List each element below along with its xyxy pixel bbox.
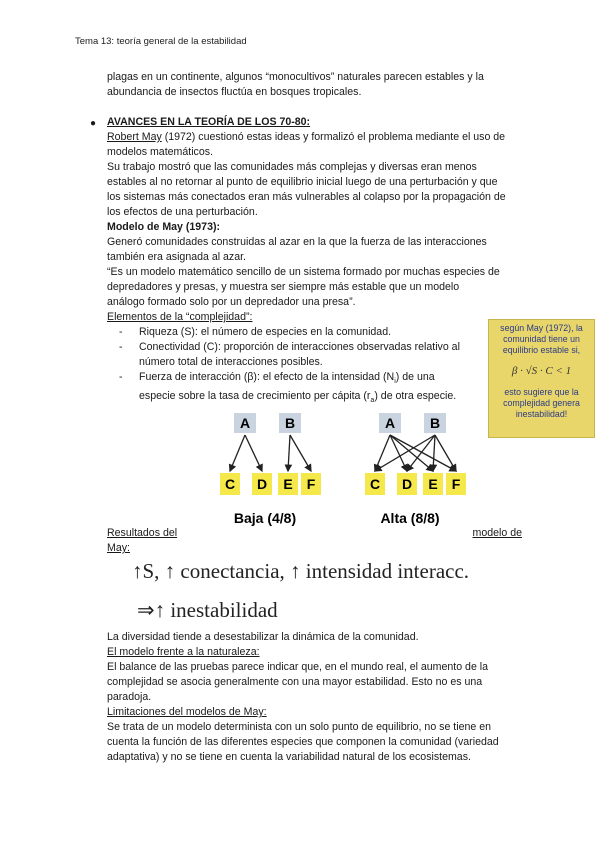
elements-title: Elementos de la “complejidad”:: [107, 311, 253, 323]
may-paragraph-line: los efectos de una perturbación.: [107, 206, 258, 218]
subscript: a: [370, 397, 375, 405]
limits-title: Limitaciones del modelos de May:: [107, 706, 267, 718]
interaction-arrow: [288, 435, 290, 471]
math-line-1: ↑S, ↑ conectancia, ↑ intensidad interacc.: [132, 559, 470, 583]
prey-node-label: F: [451, 476, 461, 492]
interaction-arrow: [375, 435, 390, 471]
may-name: Robert May: [107, 131, 162, 143]
list-item-text: ) de una: [395, 371, 435, 383]
intro-paragraph: [107, 70, 525, 100]
may-paragraph-line: Su trabajo mostró que las comunidades más complejas y diversas eran menos: [107, 161, 477, 173]
results-line: [107, 526, 522, 541]
may-intro-line2: modelos matemáticos.: [107, 146, 213, 158]
food-web-nodes: [220, 413, 466, 495]
nature-line: El balance de las pruebas parece indicar que, en el mundo real, el aumento de la: [107, 661, 489, 673]
complexity-list: [107, 325, 489, 408]
low-connectance-label: Baja (4/8): [233, 510, 297, 526]
list-item-text: ) de otra especie.: [374, 390, 457, 403]
interaction-arrow: [245, 435, 262, 471]
interaction-arrow: [290, 435, 311, 471]
stability-formula: β · √S · C < 1: [511, 365, 572, 377]
math-line-2: ⇒↑ inestabilidad: [137, 598, 278, 622]
note-text: esto sugiere que la complejidad genera inestabilidad!: [503, 387, 580, 419]
model-paragraph-line: Generó comunidades construidas al azar en la que la fuerza de las interacciones: [107, 236, 487, 248]
note-text: según May (1972), la comunidad tiene un equilibrio estable si,: [500, 323, 583, 355]
model-paragraph-line: también era asignada al azar.: [107, 251, 246, 263]
list-item-text: Conectividad (C): proporción de interacciones observadas relativo al: [139, 341, 460, 353]
prey-node-label: F: [306, 476, 316, 492]
subscript: i: [394, 378, 396, 386]
limits-line: Se trata de un modelo determinista con un solo punto de equilibrio, no se tiene en: [107, 721, 491, 733]
results-line2: May:: [107, 542, 130, 554]
prey-node-label: D: [401, 476, 413, 492]
prey-node-label: C: [224, 476, 236, 492]
predator-node-label: B: [284, 415, 296, 431]
prey-node-label: E: [428, 476, 438, 492]
list-item-text: Fuerza de interacción (β): el efecto de la intensidad (N: [139, 371, 395, 383]
list-item-text: número total de interacciones posibles.: [139, 356, 323, 368]
prey-node-label: E: [283, 476, 293, 492]
predator-node-label: A: [239, 415, 251, 431]
model-paragraph-line: depredadores y presas, y muestra ser siempre más estable que un modelo: [107, 281, 460, 293]
nature-line: paradoja.: [107, 691, 152, 703]
results-heading: [107, 526, 522, 556]
list-item-text: especie sobre la tasa de crecimiento per cápita (r: [139, 390, 371, 403]
dash-icon: -: [119, 326, 123, 338]
results-right: modelo de: [472, 527, 522, 539]
nature-line: complejidad se asocia generalmente con una mayor estabilidad. Esto no es una: [107, 676, 483, 688]
model-paragraph-line: análogo formado solo por un depredador una presa”.: [107, 296, 356, 308]
predator-node-label: B: [429, 415, 441, 431]
intro-line: abundancia de insectos fluctúa en bosques tropicales.: [107, 86, 362, 98]
interaction-arrow: [433, 435, 435, 471]
bullet-icon: ●: [90, 118, 97, 129]
intro-line: plagas en un continente, algunos “monocultivos” naturales parecen estables y la: [107, 71, 484, 83]
limits-line: cuenta la función de las diferentes especies que componen la comunidad (variedad: [107, 736, 499, 748]
food-web-edges: [230, 435, 456, 471]
nature-title: El modelo frente a la naturaleza:: [107, 646, 260, 658]
may-paragraph-line: los sistemas más conectados eran más vulnerables al colapso por la propagación de: [107, 191, 506, 203]
predator-node-label: A: [384, 415, 396, 431]
dash-icon: -: [119, 341, 123, 353]
results-left: Resultados del: [107, 527, 178, 539]
list-item-text: Riqueza (S): el número de especies en la comunidad.: [139, 326, 392, 338]
diversity-text: La diversidad tiende a desestabilizar la dinámica de la comunidad.: [107, 631, 419, 643]
section-body: [107, 115, 525, 408]
page-header: Tema 13: teoría general de la estabilidad: [75, 36, 247, 47]
may-paragraph-line: estables al no retornar al punto de equilibrio inicial luego de una perturbación y que: [107, 176, 498, 188]
section-title: AVANCES EN LA TEORÍA DE LOS 70-80:: [107, 116, 311, 128]
may-intro-line: [107, 130, 525, 145]
prey-node-label: D: [256, 476, 268, 492]
limits-line: adaptativa) y no se tiene en cuenta la variabilidad natural de los ecosistemas.: [107, 751, 471, 763]
list-item: [119, 340, 489, 370]
model-title: Modelo de May (1973):: [107, 221, 221, 233]
list-item: [119, 325, 489, 340]
stability-note: [488, 319, 595, 438]
connectance-figure: [200, 400, 480, 535]
conclusions: [107, 630, 525, 765]
model-paragraph-line: “Es un modelo matemático sencillo de un sistema formado por muchas especies de: [107, 266, 500, 278]
dash-icon: -: [119, 371, 123, 383]
interaction-arrow: [230, 435, 245, 471]
may-intro-rest: (1972) cuestionó estas ideas y formalizó el problema mediante el uso de: [161, 131, 506, 143]
prey-node-label: C: [369, 476, 381, 492]
high-connectance-label: Alta (8/8): [380, 510, 440, 526]
